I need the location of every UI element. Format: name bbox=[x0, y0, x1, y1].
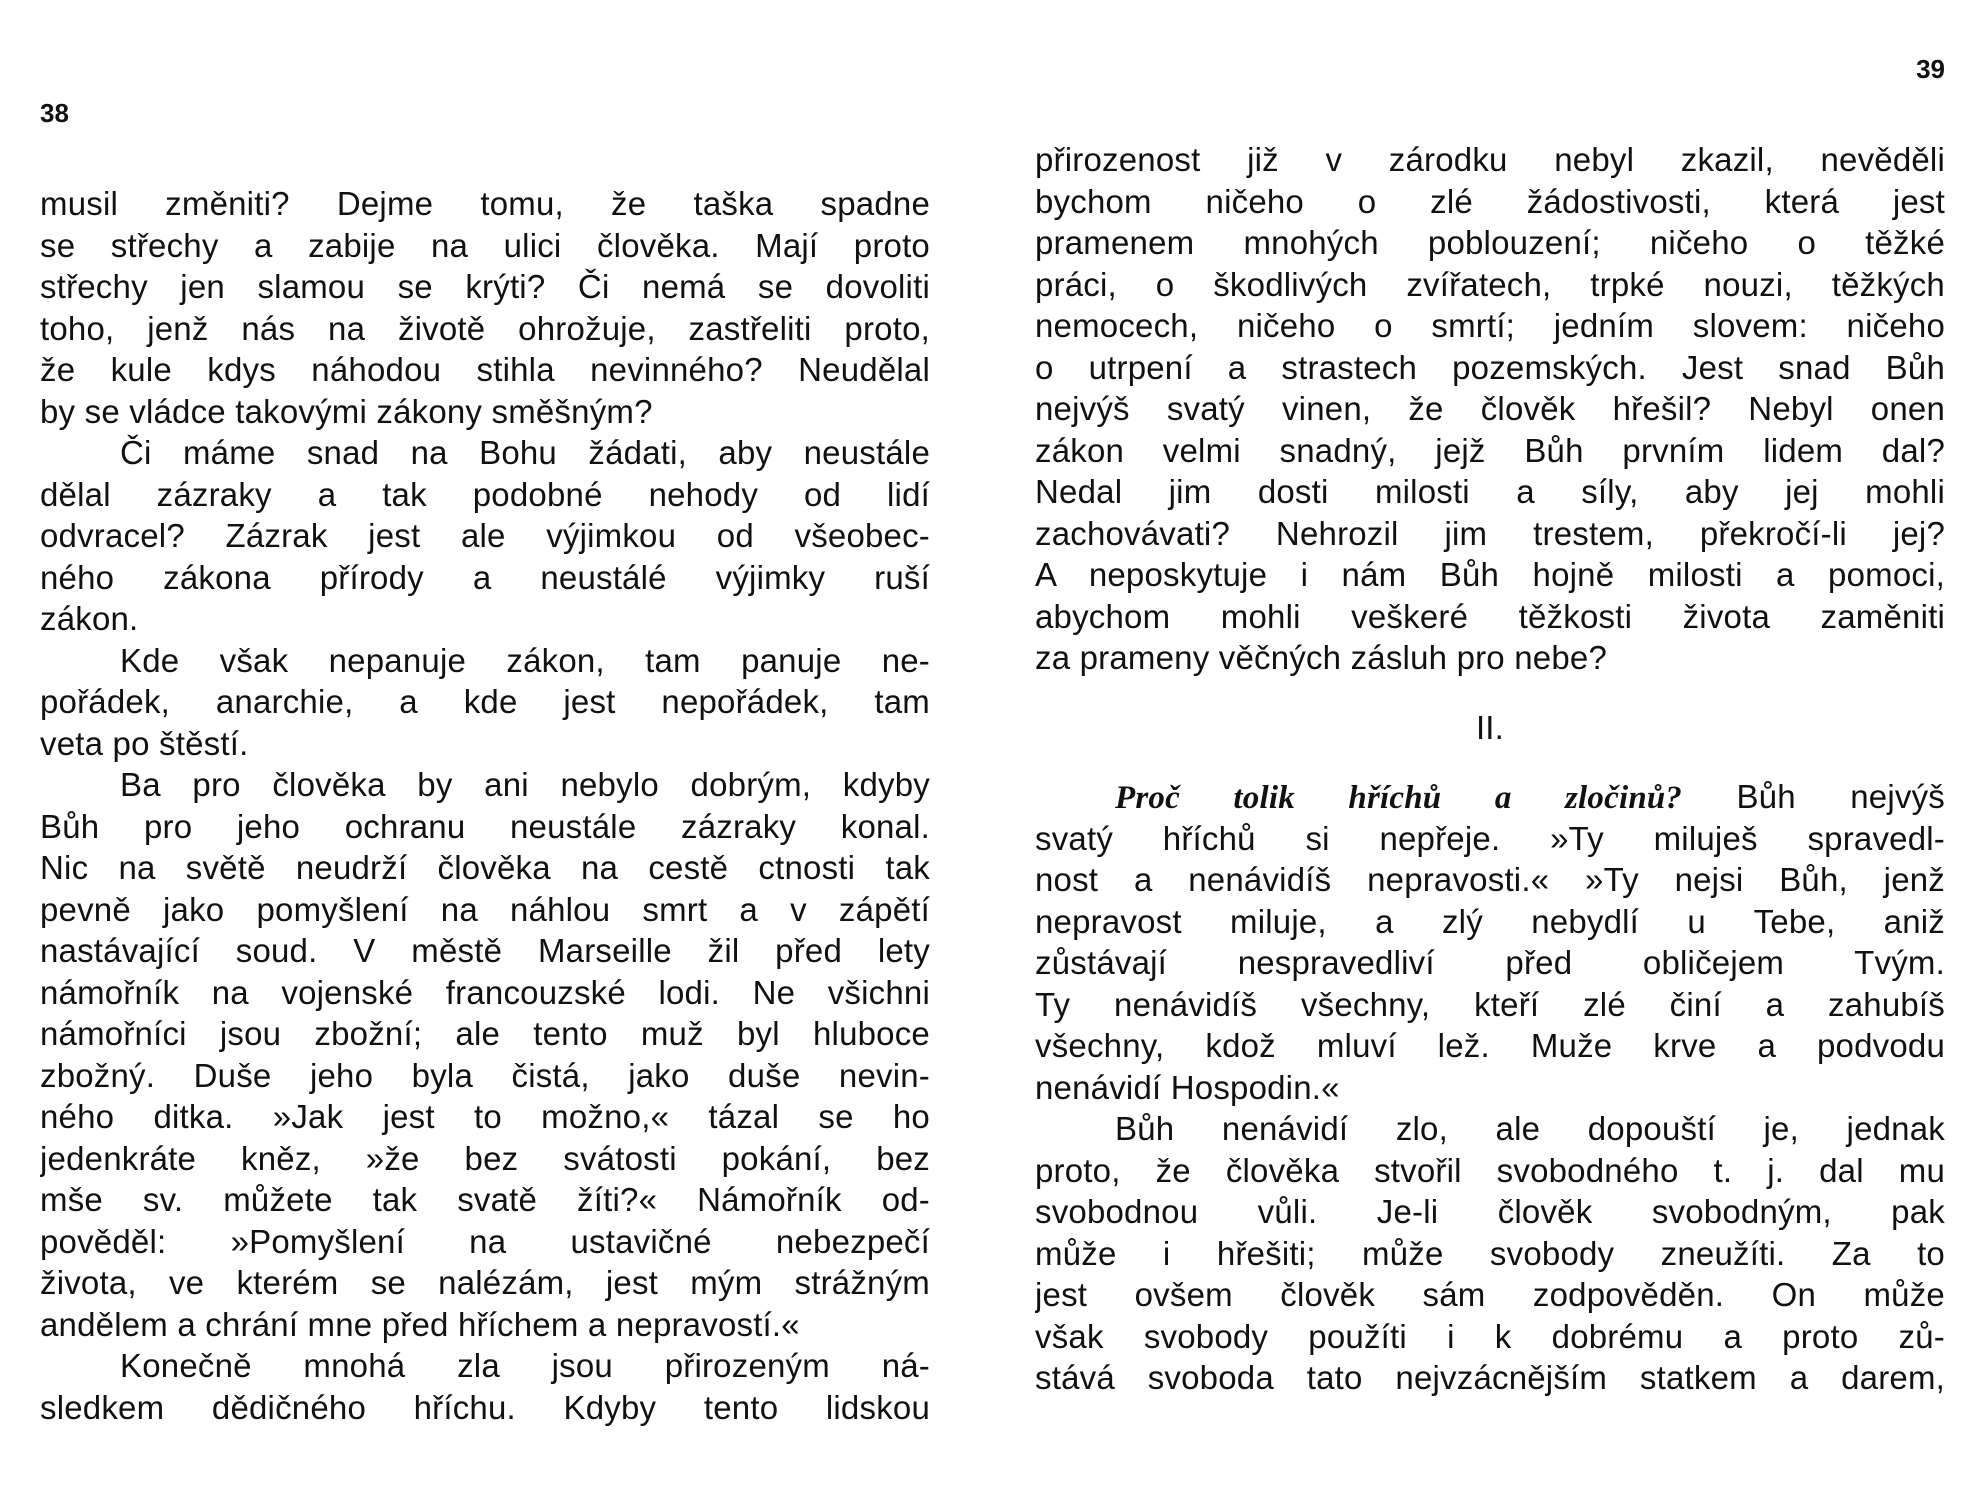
text-line: o utrpení a strastech pozemských. Jest snad Bůh bbox=[1035, 348, 1945, 386]
text-line: Bůh nenávidí zlo, ale dopouští je, jednak bbox=[1115, 1110, 1945, 1147]
text-line: pověděl: »Pomyšlení na ustavičné nebezpečí bbox=[40, 1222, 930, 1260]
text-line: A neposkytuje i nám Bůh hojně milosti a pomoci, bbox=[1035, 556, 1945, 593]
text-line: však svobody použíti i k dobrému a proto zů- bbox=[1035, 1317, 1945, 1355]
text-line: svatý hříchů si nepřeje. »Ty miluješ spravedl- bbox=[1035, 819, 1945, 857]
text-line: Či máme snad na Bohu žádati, aby neustále bbox=[120, 434, 930, 471]
section-lead-rest: Bůh nejvýš bbox=[1682, 778, 1945, 815]
text-line: jedenkráte kněz, »že bez svátosti pokání, bez bbox=[40, 1139, 930, 1177]
text-line: bychom ničeho o zlé žádostivosti, která jest bbox=[1035, 182, 1945, 220]
text-line: že kule kdys náhodou stihla nevinného? Neudělal bbox=[40, 351, 930, 388]
text-line: Nic na světě neudrží člověka na cestě ctnosti tak bbox=[40, 849, 930, 886]
text-line: musil změniti? Dejme tomu, že taška spadne bbox=[40, 185, 930, 222]
section-lead-italic: Proč tolik hříchů a zločinů? bbox=[1115, 780, 1683, 816]
text-line: svobodnou vůli. Je-li člověk svobodným, pak bbox=[1035, 1193, 1945, 1230]
text-line: ného ditka. »Jak jest to možno,« tázal se ho bbox=[40, 1098, 930, 1135]
text-line: všechny, kdož mluví lež. Muže krve a podvodu bbox=[1035, 1027, 1945, 1064]
text-line: nost a nenávidíš nepravosti.« »Ty nejsi Bůh, jenž bbox=[1035, 861, 1945, 898]
text-line: pramenem mnohých poblouzení; ničeho o těžké bbox=[1035, 224, 1945, 261]
text-line: Ba pro člověka by ani nebylo dobrým, kdyby bbox=[120, 766, 930, 803]
right-text-before-heading bbox=[1035, 139, 1945, 679]
text-line: námořník na vojenské francouzské lodi. Ne všichni bbox=[40, 973, 930, 1011]
text-line: proto, že člověka stvořil svobodného t. j. dal mu bbox=[1035, 1151, 1945, 1189]
text-line: abychom mohli veškeré těžkosti života zaměniti bbox=[1035, 597, 1945, 635]
left-page-text bbox=[40, 183, 930, 1428]
text-line: může i hřešiti; může svobody zneužíti. Za to bbox=[1035, 1234, 1945, 1272]
text-line: za prameny věčných zásluh pro nebe? bbox=[1035, 639, 1607, 676]
right-page-number: 39 bbox=[1916, 54, 1945, 84]
text-line: přirozenost již v zárodku nebyl zkazil, nevěděli bbox=[1035, 141, 1945, 178]
text-line: andělem a chrání mne před hříchem a nepravostí.« bbox=[40, 1305, 800, 1343]
text-line: nenávidí Hospodin.« bbox=[1035, 1068, 1340, 1106]
text-line: Ty nenávidíš všechny, kteří zlé činí a zahubíš bbox=[1035, 985, 1945, 1023]
text-line: odvracel? Zázrak jest ale výjimkou od všeobec- bbox=[40, 517, 930, 554]
text-line: života, ve kterém se nalézám, jest mým strážným bbox=[40, 1264, 930, 1301]
text-line: zákon velmi snadný, jejž Bůh prvním lidem dal? bbox=[1035, 431, 1945, 469]
text-line: sledkem dědičného hříchu. Kdyby tento lidskou bbox=[40, 1388, 930, 1426]
text-line: veta po štěstí. bbox=[40, 724, 249, 762]
text-line: nepravost miluje, a zlý nebydlí u Tebe, aniž bbox=[1035, 902, 1945, 940]
text-line: nemocech, ničeho o smrtí; jedním slovem: ničeho bbox=[1035, 307, 1945, 344]
text-line: toho, jenž nás na životě ohrožuje, zastřeliti proto, bbox=[40, 309, 930, 347]
text-line: Bůh pro jeho ochranu neustále zázraky konal. bbox=[40, 807, 930, 845]
text-line: stává svoboda tato nejvzácnějším statkem a darem, bbox=[1035, 1359, 1945, 1396]
text-line: mše sv. můžete tak svatě žíti?« Námořník od- bbox=[40, 1181, 930, 1218]
text-line: střechy jen slamou se krýti? Či nemá se dovoliti bbox=[40, 268, 930, 305]
text-line: Konečně mnohá zla jsou přirozeným ná- bbox=[120, 1347, 930, 1384]
text-line: zachovávati? Nehrozil jim trestem, překročí-li jej? bbox=[1035, 514, 1945, 552]
text-line: jest ovšem člověk sám zodpověděn. On může bbox=[1035, 1276, 1945, 1313]
text-line: pevně jako pomyšlení na náhlou smrt a v zápětí bbox=[40, 890, 930, 928]
text-line: Kde však nepanuje zákon, tam panuje ne- bbox=[120, 641, 930, 679]
text-line: zůstávají nespravedliví před obličejem Tvým. bbox=[1035, 944, 1945, 981]
text-line: dělal zázraky a tak podobné nehody od lidí bbox=[40, 475, 930, 513]
text-line: zbožný. Duše jeho byla čistá, jako duše nevin- bbox=[40, 1056, 930, 1094]
text-line: Nedal jim dosti milosti a síly, aby jej mohli bbox=[1035, 473, 1945, 510]
section-heading: II. bbox=[1475, 708, 1505, 746]
right-page-text bbox=[1035, 139, 1945, 1399]
text-line: by se vládce takovými zákony směšným? bbox=[40, 392, 653, 430]
text-line: práci, o škodlivých zvířatech, trpké nouzi, těžkých bbox=[1035, 265, 1945, 303]
text-line: pořádek, anarchie, a kde jest nepořádek, tam bbox=[40, 683, 930, 720]
text-line: nejvýš svatý vinen, že člověk hřešil? Nebyl onen bbox=[1035, 390, 1945, 427]
left-page-number: 38 bbox=[40, 98, 69, 128]
text-line: nastávající soud. V městě Marseille žil před lety bbox=[40, 932, 930, 969]
right-text-after-heading bbox=[1035, 818, 1945, 1399]
text-line: zákon. bbox=[40, 600, 139, 637]
text-line: ného zákona přírody a neustálé výjimky ruší bbox=[40, 558, 930, 596]
text-line: se střechy a zabije na ulici člověka. Mají proto bbox=[40, 226, 930, 264]
text-line: námořníci jsou zbožní; ale tento muž byl hluboce bbox=[40, 1015, 930, 1052]
section-lead-line bbox=[1035, 776, 1945, 818]
